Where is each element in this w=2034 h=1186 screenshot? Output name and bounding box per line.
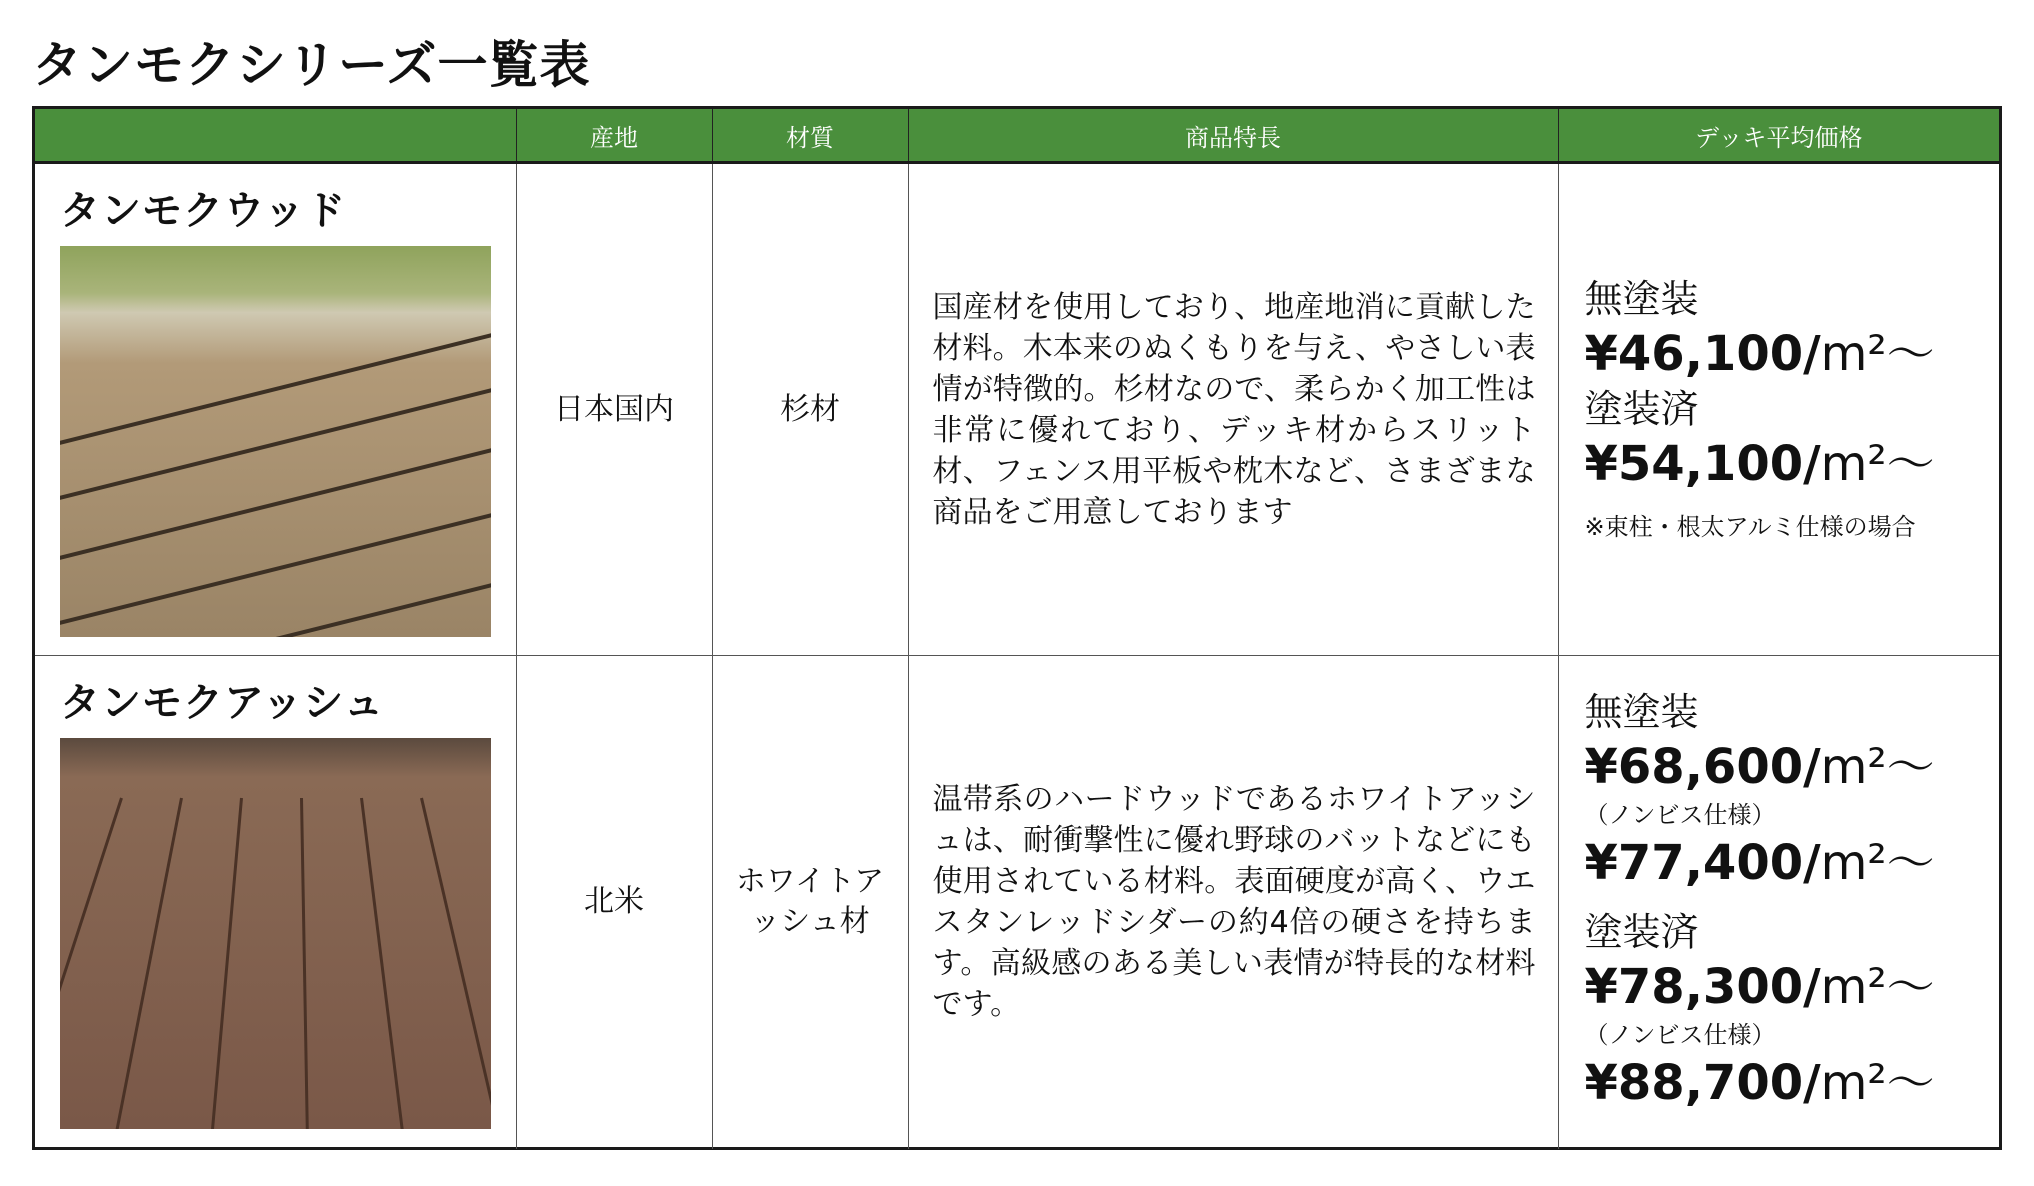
price-amount: ¥46,100/ — [1584, 325, 1821, 382]
price-amount: ¥78,300/ — [1584, 959, 1821, 1016]
price-value — [1585, 432, 2000, 496]
price-unit: m²〜 — [1820, 835, 1935, 892]
price-unit: m²〜 — [1820, 739, 1935, 796]
description-cell: 国産材を使用しており、地産地消に貢献した材料。木本来のぬくもりを与え、やさしい表情が特徴的。杉材なので、柔らかく加工性は非常に優れており、デッキ材からスリット材、フェンス用平板や枕木など、さまざまな商品をご用意しております — [908, 163, 1558, 656]
price-amount: ¥88,700/ — [1584, 1055, 1821, 1112]
page-title: タンモクシリーズ一覧表 — [32, 36, 591, 94]
price-amount: ¥77,400/ — [1584, 835, 1821, 892]
price-amount: ¥54,100/ — [1584, 435, 1821, 492]
header-material: 材質 — [712, 109, 908, 163]
price-unit: m²〜 — [1820, 325, 1935, 382]
description-cell: 温帯系のハードウッドであるホワイトアッシュは、耐衝撃性に優れ野球のバットなどにも使用されている材料。表面硬度が高く、ウエスタンレッドシダーの約4倍の硬さを持ちます。高級感のある美しい表情が特長的な材料です。 — [908, 656, 1558, 1149]
price-amount: ¥68,600/ — [1584, 739, 1821, 796]
price-cell — [1558, 656, 1999, 1149]
material-text: ホワイトアッシュ材 — [735, 864, 885, 940]
material-cell — [712, 656, 908, 1149]
product-cell — [35, 163, 516, 656]
price-label-painted: 塗装済 — [1584, 386, 1699, 431]
price-unit: m²〜 — [1820, 435, 1935, 492]
table-row — [35, 656, 1999, 1149]
price-note: ※束柱・根太アルミ仕様の場合 — [1584, 512, 1916, 541]
material-cell: 杉材 — [712, 163, 908, 656]
header-origin: 産地 — [516, 109, 712, 163]
price-cell — [1558, 163, 1999, 656]
origin-cell: 北米 — [516, 656, 712, 1149]
table-row — [35, 163, 1999, 656]
price-value — [1585, 735, 2000, 799]
price-value — [1585, 831, 2000, 895]
price-value — [1585, 322, 2000, 386]
header-price: デッキ平均価格 — [1558, 109, 1999, 163]
ash-deck-photo — [60, 738, 491, 1129]
price-value — [1585, 1051, 2000, 1115]
header-row — [35, 109, 1999, 163]
header-features: 商品特長 — [908, 109, 1558, 163]
product-name: タンモクウッド — [60, 188, 347, 234]
series-table — [32, 106, 2002, 1150]
header-empty — [35, 109, 516, 163]
price-label-unpainted: 無塗装 — [1584, 276, 1699, 321]
product-cell — [35, 656, 516, 1149]
price-value — [1585, 955, 2000, 1019]
wood-deck-photo — [60, 246, 491, 637]
price-label-painted: 塗装済 — [1584, 910, 1699, 955]
price-sub-label: （ノンビス仕様） — [1584, 1021, 1776, 1050]
price-unit: m²〜 — [1820, 959, 1935, 1016]
price-sub-label: （ノンビス仕様） — [1584, 801, 1776, 830]
product-name: タンモクアッシュ — [60, 680, 385, 726]
origin-cell: 日本国内 — [516, 163, 712, 656]
price-unit: m²〜 — [1820, 1055, 1935, 1112]
price-label-unpainted: 無塗装 — [1584, 690, 1699, 735]
